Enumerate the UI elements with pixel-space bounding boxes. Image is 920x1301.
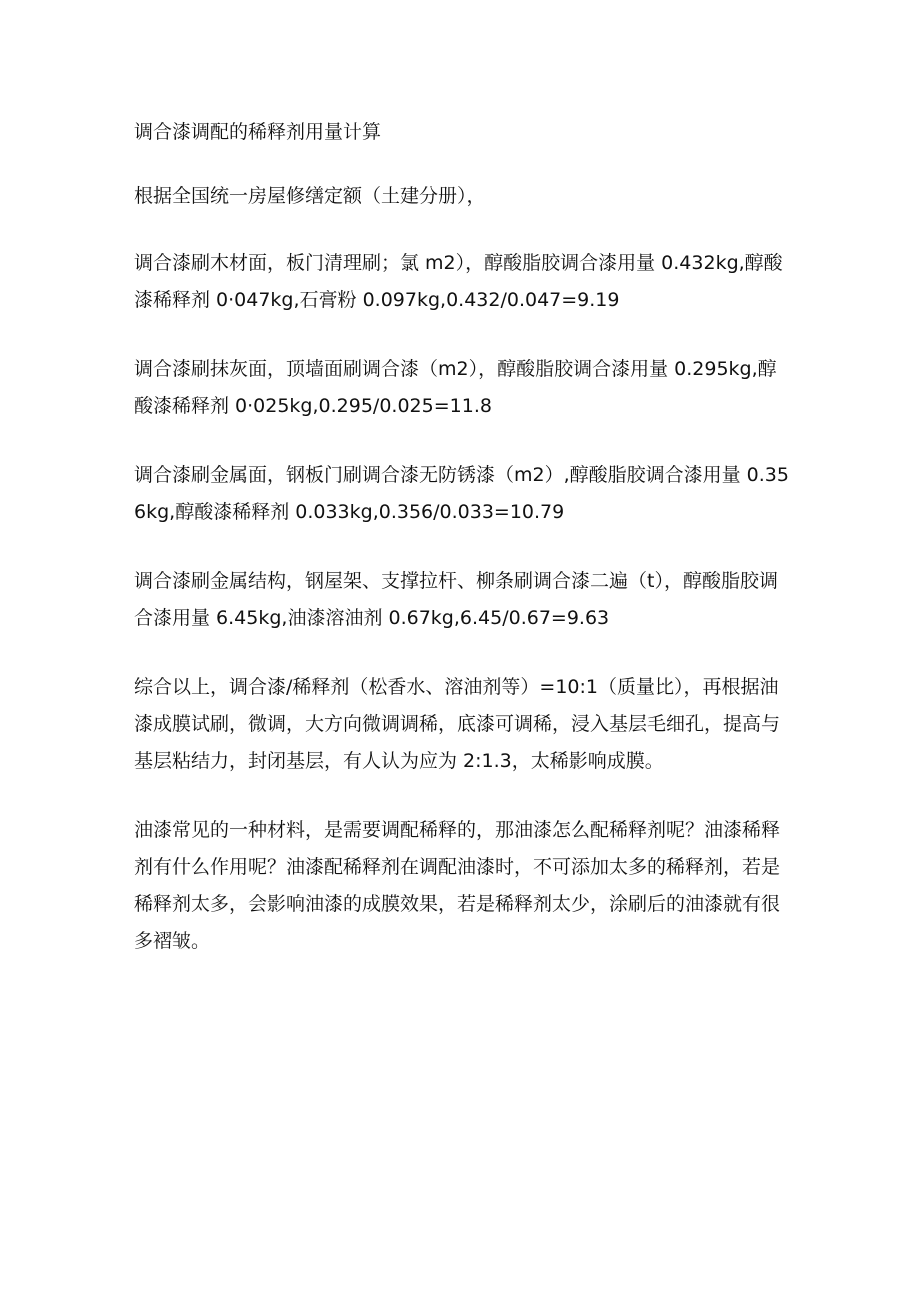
paragraph-plaster-surface: 调合漆刷抹灰面，顶墙面刷调合漆（m2），醇酸脂胶调合漆用量 0.295kg,醇酸漆稀释剂 0·025kg,0.295/0.025=11.8 (134, 358, 777, 417)
paragraph-thinner-usage: 油漆常见的一种材料，是需要调配稀释的，那油漆怎么配稀释剂呢？油漆稀释剂有什么作用呢？油漆配稀释剂在调配油漆时，不可添加太多的稀释剂，若是稀释剂太多，会影响油漆的成膜效果，若是稀释剂太少，涂刷后的油漆就有很多褶皱。 (134, 819, 781, 952)
document-body (134, 116, 794, 960)
paragraph-summary: 综合以上，调合漆/稀释剂（松香水、溶油剂等）=10:1（质量比），再根据油漆成膜试刷，微调，大方向微调调稀，底漆可调稀，浸入基层毛细孔，提高与基层粘结力，封闭基层，有人认为应为 2:1.3，太稀影响成膜。 (134, 676, 781, 772)
document-title: 调合漆调配的稀释剂用量计算 (134, 121, 382, 143)
paragraph-source: 根据全国统一房屋修缮定额（土建分册）， (134, 185, 486, 207)
paragraph-wood-surface: 调合漆刷木材面，板门清理刷；氯 m2），醇酸脂胶调合漆用量 0.432kg,醇酸漆稀释剂 0·047kg,石膏粉 0.097kg,0.432/0.047=9.19 (134, 252, 783, 311)
paragraph-metal-surface: 调合漆刷金属面，钢板门刷调合漆无防锈漆（m2）,醇酸脂胶调合漆用量 0.356kg,醇酸漆稀释剂 0.033kg,0.356/0.033=10.79 (134, 464, 789, 523)
paragraph-metal-structure: 调合漆刷金属结构，钢屋架、支撑拉杆、柳条刷调合漆二遍（t），醇酸脂胶调合漆用量 6.45kg,油漆溶油剂 0.67kg,6.45/0.67=9.63 (134, 570, 778, 629)
